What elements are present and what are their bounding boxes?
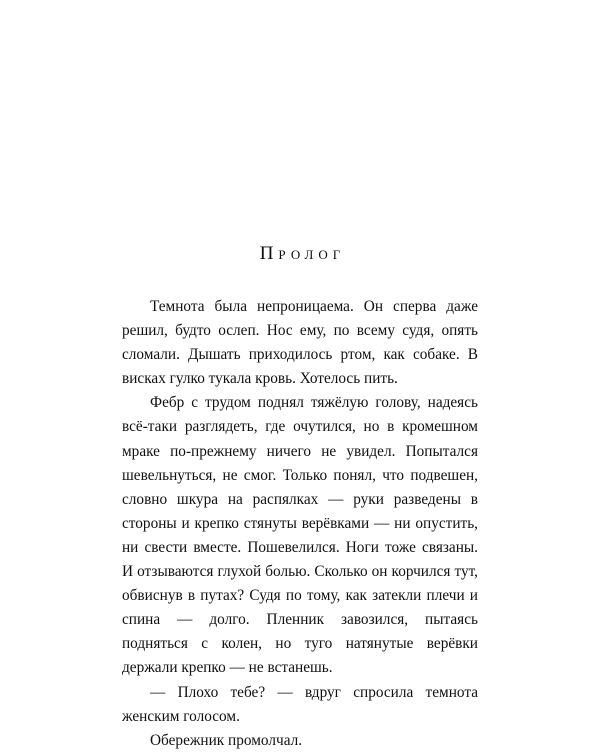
page-text-block xyxy=(122,243,478,753)
paragraph: Темнота была непроницаема. Он сперва даже решил, будто ослеп. Нос ему, по всему судя, опять сломали. Дышать приходилось ртом, как собаке. В висках гулко тукала кровь. Хотелось пить. xyxy=(122,298,478,388)
paragraph: — Плохо тебе? — вдруг спросила темнота женским голосом. xyxy=(122,683,478,725)
chapter-title: Пролог xyxy=(259,243,346,264)
paragraph: Обережник промолчал. xyxy=(150,731,303,749)
paragraph: Фебр с трудом поднял тяжёлую голову, надеясь всё-таки разглядеть, где очутился, но в кромешном мраке по-прежнему ничего не увидел. Попытался шевельнуться, не смог. Только понял, что подвешен, словно шкура на распялках — руки разведены в стороны и крепко стянуты верёвками — ни опустить, ни свести вместе. Пошевелился. Ноги тоже связаны. И отзываются глухой болью. Сколько он корчился тут, обвиснув в путах? Судя по тому, как затекли плечи и спина — долго. Пленник завозился, пытаясь подняться с колен, но туго натянутые верёвки держали крепко — не встанешь. xyxy=(122,394,478,677)
